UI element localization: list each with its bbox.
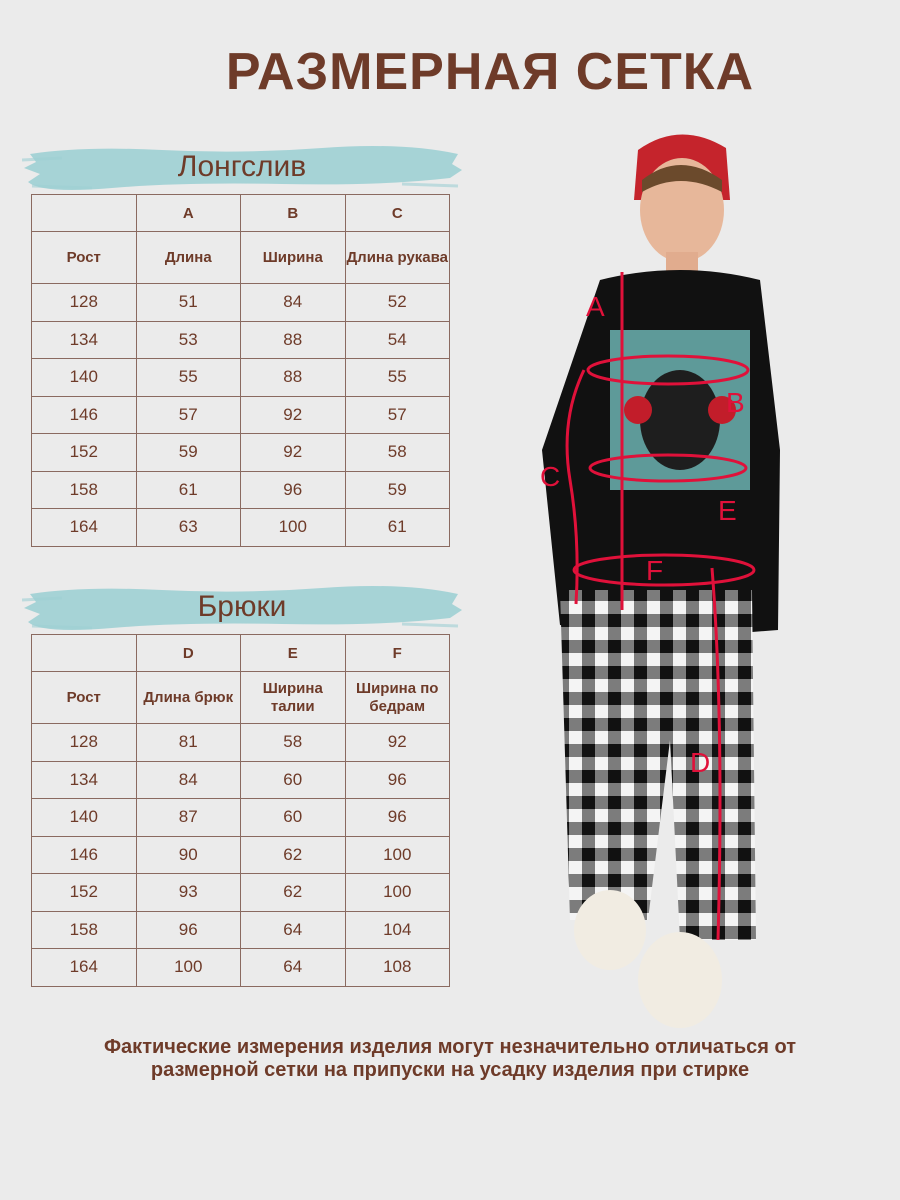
table-cell: Ширина (241, 232, 346, 284)
table-cell: 92 (241, 396, 346, 434)
table-cell: 100 (345, 874, 450, 912)
table-cell: Ширина по бедрам (345, 672, 450, 724)
table-cell: 60 (241, 799, 346, 837)
table-cell: 146 (32, 396, 137, 434)
measure-label-a: A (586, 291, 605, 322)
measure-label-d: D (690, 747, 711, 778)
table-cell: 54 (345, 321, 450, 359)
table-cell: D (136, 635, 241, 672)
table-cell: 81 (136, 724, 241, 762)
table-row (32, 396, 450, 434)
table-cell: 140 (32, 359, 137, 397)
table-cell: 51 (136, 284, 241, 322)
table-row (32, 874, 450, 912)
pants-heading: Брюки (197, 590, 287, 623)
table-cell: F (345, 635, 450, 672)
table-cell: 108 (345, 949, 450, 987)
table-letter-row (32, 635, 450, 672)
table-cell: 96 (136, 911, 241, 949)
table-cell: 140 (32, 799, 137, 837)
pants-heading-banner (22, 580, 462, 634)
table-row (32, 911, 450, 949)
table-cell: 146 (32, 836, 137, 874)
table-row (32, 284, 450, 322)
table-cell: 55 (136, 359, 241, 397)
table-row (32, 434, 450, 472)
slipper-left (574, 890, 646, 970)
table-cell: 100 (241, 509, 346, 547)
longsleeve-heading-banner (22, 140, 462, 194)
table-cell: 62 (241, 874, 346, 912)
table-row (32, 799, 450, 837)
table-cell: Длина брюк (136, 672, 241, 724)
model-photo (530, 120, 790, 1040)
table-row (32, 724, 450, 762)
table-cell: 152 (32, 434, 137, 472)
table-row (32, 359, 450, 397)
table-cell: 158 (32, 911, 137, 949)
table-cell: 53 (136, 321, 241, 359)
table-cell: 57 (136, 396, 241, 434)
table-cell: Длина (136, 232, 241, 284)
table-cell: 62 (241, 836, 346, 874)
page-title: РАЗМЕРНАЯ СЕТКА (225, 43, 755, 101)
table-header-row (32, 232, 450, 284)
table-cell: 100 (345, 836, 450, 874)
table-cell: 104 (345, 911, 450, 949)
table-cell: 128 (32, 284, 137, 322)
table-cell: 100 (136, 949, 241, 987)
table-cell: 84 (241, 284, 346, 322)
table-cell: Рост (32, 232, 137, 284)
table-cell: 93 (136, 874, 241, 912)
table-row (32, 949, 450, 987)
measure-label-b: B (726, 387, 745, 418)
table-cell: Рост (32, 672, 137, 724)
table-cell: 64 (241, 949, 346, 987)
table-cell: 134 (32, 321, 137, 359)
table-cell: 58 (345, 434, 450, 472)
table-cell: 63 (136, 509, 241, 547)
table-cell (32, 195, 137, 232)
table-cell: 134 (32, 761, 137, 799)
table-row (32, 471, 450, 509)
table-row (32, 761, 450, 799)
table-cell: 96 (345, 799, 450, 837)
table-cell: 92 (241, 434, 346, 472)
pants-size-table (31, 634, 450, 987)
table-cell: 59 (345, 471, 450, 509)
table-cell: 92 (345, 724, 450, 762)
table-cell: 88 (241, 321, 346, 359)
table-cell: 158 (32, 471, 137, 509)
table-cell: 61 (345, 509, 450, 547)
measure-label-c: C (540, 461, 561, 492)
table-row (32, 836, 450, 874)
table-cell: Длина рукава (345, 232, 450, 284)
table-cell: 52 (345, 284, 450, 322)
table-cell: 90 (136, 836, 241, 874)
table-cell: 59 (136, 434, 241, 472)
pants-shape (560, 590, 756, 940)
model-illustration (530, 120, 790, 1040)
table-cell: 60 (241, 761, 346, 799)
disclaimer-note: Фактические измерения изделия могут незначительно отличаться от размерной сетки на припуски на усадку изделия при стирке (103, 1036, 796, 1081)
measure-label-e: E (718, 495, 737, 526)
table-letter-row (32, 195, 450, 232)
longsleeve-size-table (31, 194, 450, 547)
table-cell: 61 (136, 471, 241, 509)
table-cell: 58 (241, 724, 346, 762)
table-cell (32, 635, 137, 672)
table-row (32, 321, 450, 359)
slipper-right (638, 932, 722, 1028)
table-cell: B (241, 195, 346, 232)
table-cell: 164 (32, 509, 137, 547)
table-cell: 55 (345, 359, 450, 397)
table-cell: A (136, 195, 241, 232)
table-cell: E (241, 635, 346, 672)
table-cell: 164 (32, 949, 137, 987)
table-cell: 88 (241, 359, 346, 397)
table-cell: Ширина талии (241, 672, 346, 724)
table-cell: C (345, 195, 450, 232)
table-cell: 57 (345, 396, 450, 434)
table-cell: 84 (136, 761, 241, 799)
table-header-row (32, 672, 450, 724)
table-cell: 128 (32, 724, 137, 762)
table-cell: 96 (241, 471, 346, 509)
table-row (32, 509, 450, 547)
table-cell: 64 (241, 911, 346, 949)
table-cell: 87 (136, 799, 241, 837)
measure-label-f: F (646, 555, 664, 586)
table-cell: 96 (345, 761, 450, 799)
longsleeve-heading: Лонгслив (177, 150, 307, 183)
table-cell: 152 (32, 874, 137, 912)
